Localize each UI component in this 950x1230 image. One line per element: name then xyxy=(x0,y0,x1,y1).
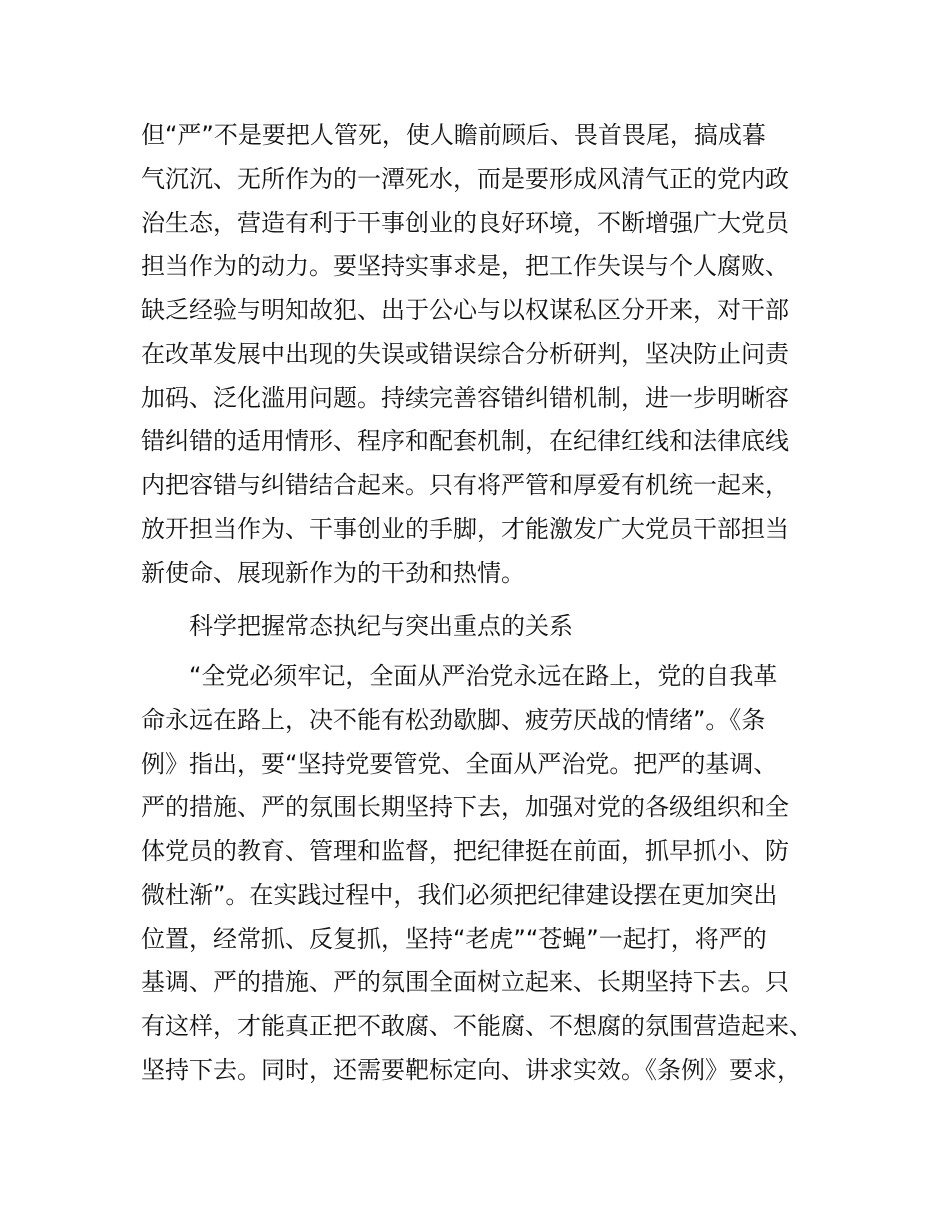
paragraph-line: 在改革发展中出现的失误或错误综合分析研判，坚决防止问责 xyxy=(141,339,789,368)
paragraph-line: 新使命、展现新作为的干劲和热情。 xyxy=(141,558,525,587)
section-heading-block xyxy=(141,605,841,649)
paragraph-line: 错纠错的适用情形、程序和配套机制，在纪律红线和法律底线 xyxy=(141,427,789,456)
paragraph-line: 位置，经常抓、反复抓，坚持“老虎”“苍蝇”一起打，将严的 xyxy=(141,924,767,953)
paragraph-line: 有这样，才能真正把不敢腐、不能腐、不想腐的氛围营造起来、 xyxy=(141,1012,813,1040)
paragraph-line: 治生态，营造有利于干事创业的良好环境，不断增强广大党员 xyxy=(141,208,789,237)
paragraph-line: 但“严”不是要把人管死，使人瞻前顾后、畏首畏尾，搞成暮 xyxy=(141,121,766,149)
paragraph-line: 体党员的教育、管理和监督，把纪律挺在前面，抓早抓小、防 xyxy=(141,837,789,865)
paragraph-2 xyxy=(141,655,841,1093)
paragraph-line: 例》指出，要“坚持党要管党、全面从严治党。把严的基调、 xyxy=(141,749,778,778)
paragraph-line: 微杜渐”。在实践过程中，我们必须把纪律建设摆在更加突出 xyxy=(141,880,778,909)
paragraph-line: “全党必须牢记，全面从严治党永远在路上，党的自我革 xyxy=(189,662,778,690)
paragraph-line: 气沉沉、无所作为的一潭死水，而是要形成风清气正的党内政 xyxy=(141,164,789,193)
paragraph-line: 放开担当作为、干事创业的手脚，才能激发广大党员干部担当 xyxy=(141,514,789,543)
paragraph-line: 命永远在路上，决不能有松劲歇脚、疲劳厌战的情绪”。《条 xyxy=(141,705,766,734)
paragraph-line: 内把容错与纠错结合起来。只有将严管和厚爱有机统一起来， xyxy=(141,471,789,499)
section-heading: 科学把握常态执纪与突出重点的关系 xyxy=(189,612,573,640)
paragraph-line: 基调、严的措施、严的氛围全面树立起来、长期坚持下去。只 xyxy=(141,968,789,997)
paragraph-line: 坚持下去。同时，还需要靶标定向、讲求实效。《条例》要求， xyxy=(141,1055,801,1084)
paragraph-line: 加码、泛化滥用问题。持续完善容错纠错机制，进一步明晰容 xyxy=(141,383,789,412)
paragraph-line: 严的措施、严的氛围长期坚持下去，加强对党的各级组织和全 xyxy=(141,793,789,822)
paragraph-1 xyxy=(141,114,841,595)
paragraph-line: 担当作为的动力。要坚持实事求是，把工作失误与个人腐败、 xyxy=(141,252,789,281)
paragraph-line: 缺乏经验与明知故犯、出于公心与以权谋私区分开来，对干部 xyxy=(141,296,789,324)
